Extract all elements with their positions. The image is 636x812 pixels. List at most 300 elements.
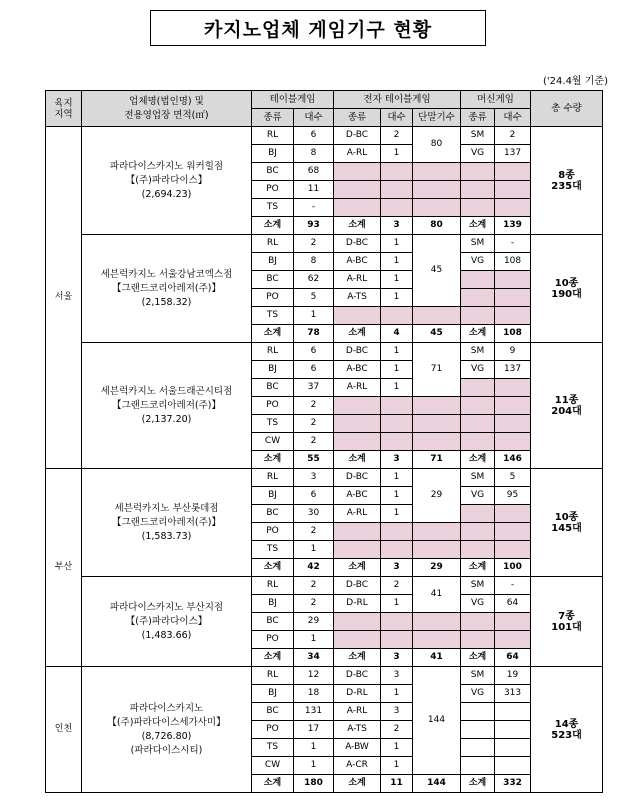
table-game-count: 30 [294,505,334,523]
total-quantity [531,343,603,469]
e-game-kind: A-BC [334,253,381,271]
table-game-count: 131 [294,703,334,721]
empty-cell [495,379,531,397]
empty-cell [413,181,461,199]
subtotal-label: 소계 [252,559,294,577]
empty-cell [334,199,381,217]
table-game-count: 2 [294,397,334,415]
subtotal-table: 34 [294,649,334,667]
header-row [46,91,603,109]
empty-cell [495,271,531,289]
e-game-count: 2 [381,721,413,739]
table-game-count: 8 [294,253,334,271]
table-game-kind: BJ [252,595,294,613]
table-game-kind: BC [252,505,294,523]
machine-game-kind: VG [461,145,495,163]
company-cell [82,343,252,469]
empty-cell [461,379,495,397]
header-table-count: 대수 [294,109,334,127]
empty-cell [495,289,531,307]
empty-cell [495,523,531,541]
empty-cell [461,271,495,289]
terminal-count: 41 [413,577,461,613]
subtotal-label: 소계 [252,451,294,469]
machine-game-count: 9 [495,343,531,361]
e-game-kind: A-BC [334,361,381,379]
empty-cell [495,613,531,631]
empty-cell [495,631,531,649]
subtotal-label: 소계 [334,649,381,667]
empty-cell [413,631,461,649]
e-game-kind: A-BW [334,739,381,757]
subtotal-e: 3 [381,649,413,667]
subtotal-terminals: 71 [413,451,461,469]
machine-game-count: 95 [495,487,531,505]
total-kinds: 10종 [554,511,579,523]
subtotal-label: 소계 [461,775,495,793]
machine-game-kind [461,739,495,757]
table-game-kind: BJ [252,487,294,505]
table-game-kind: BC [252,379,294,397]
subtotal-terminals: 29 [413,559,461,577]
company-line: 세븐럭카지노 부산롯데점 [114,502,219,514]
machine-game-kind [461,757,495,775]
empty-cell [381,433,413,451]
subtotal-machine: 332 [495,775,531,793]
region-cell: 서울 [46,127,82,469]
company-line: (파라다이스시티) [130,744,203,756]
reference-date: ('24.4월 기준) [543,76,608,87]
machine-game-kind: VG [461,595,495,613]
e-game-kind: D-BC [334,127,381,145]
e-game-count: 1 [381,757,413,775]
e-game-count: 1 [381,145,413,163]
company-line: 세븐럭카지노 서울강남코엑스점 [100,268,233,280]
table-game-count: - [294,199,334,217]
machine-game-kind: SM [461,469,495,487]
empty-cell [461,631,495,649]
subtotal-machine: 100 [495,559,531,577]
total-units: 523대 [551,729,582,741]
subtotal-label: 소계 [461,451,495,469]
empty-cell [413,415,461,433]
subtotal-terminals: 144 [413,775,461,793]
empty-cell [413,163,461,181]
subtotal-label: 소계 [334,451,381,469]
e-game-kind: D-RL [334,595,381,613]
e-game-kind: A-RL [334,379,381,397]
empty-cell [334,541,381,559]
subtotal-label: 소계 [461,559,495,577]
e-game-count: 1 [381,685,413,703]
table-game-kind: TS [252,541,294,559]
empty-cell [413,523,461,541]
empty-cell [413,613,461,631]
subtotal-label: 소계 [252,649,294,667]
empty-cell [381,631,413,649]
table-game-count: 2 [294,595,334,613]
company-line: (8,726.80) [141,730,192,742]
subtotal-e: 4 [381,325,413,343]
table-row [46,469,603,487]
e-game-count: 1 [381,361,413,379]
page-title-text: 카지노업체 게임기구 현황 [203,18,433,41]
subtotal-machine: 64 [495,649,531,667]
terminal-count: 80 [413,127,461,163]
empty-cell [461,541,495,559]
table-game-count: 2 [294,577,334,595]
empty-cell [381,415,413,433]
machine-game-count: 64 [495,595,531,613]
table-game-count: 2 [294,235,334,253]
table-game-count: 1 [294,757,334,775]
table-row [46,667,603,685]
subtotal-e: 11 [381,775,413,793]
empty-cell [334,163,381,181]
table-game-kind: RL [252,235,294,253]
terminal-count: 29 [413,469,461,523]
subtotal-label: 소계 [252,775,294,793]
empty-cell [381,613,413,631]
machine-game-kind: VG [461,487,495,505]
e-game-kind: A-RL [334,703,381,721]
subtotal-terminals: 41 [413,649,461,667]
table-game-kind: RL [252,127,294,145]
company-line: (2,694.23) [141,188,192,200]
table-game-kind: BJ [252,361,294,379]
e-game-count: 1 [381,343,413,361]
header-table-games: 테이블게임 [252,91,334,109]
empty-cell [381,307,413,325]
company-line: 【(주)파라다이스세가사미】 [107,716,226,728]
e-game-count: 3 [381,703,413,721]
subtotal-e: 3 [381,217,413,235]
empty-cell [495,541,531,559]
machine-game-count: 137 [495,361,531,379]
machine-game-kind: VG [461,685,495,703]
header-machine-kind: 종류 [461,109,495,127]
header-e-count: 대수 [381,109,413,127]
e-game-count: 1 [381,379,413,397]
machine-game-count: - [495,235,531,253]
table-game-count: 18 [294,685,334,703]
e-game-count: 1 [381,253,413,271]
e-game-kind: A-BC [334,487,381,505]
machine-game-count: 5 [495,469,531,487]
empty-cell [495,307,531,325]
subtotal-label: 소계 [461,217,495,235]
table-game-count: 6 [294,127,334,145]
machine-game-count: 19 [495,667,531,685]
machine-game-count: - [495,577,531,595]
e-game-count: 1 [381,739,413,757]
terminal-count: 45 [413,235,461,307]
header-machine-games: 머신게임 [461,91,531,109]
table-game-count: 37 [294,379,334,397]
table-game-count: 1 [294,739,334,757]
total-kinds: 7종 [558,610,575,622]
header-company: 업체명(법인명) 및 전용영업장 면적(㎡) [82,91,252,127]
table-game-count: 3 [294,469,334,487]
empty-cell [334,181,381,199]
total-quantity [531,469,603,577]
empty-cell [334,613,381,631]
casino-equipment-table [45,90,603,793]
table-game-kind: TS [252,739,294,757]
empty-cell [413,433,461,451]
total-units: 204대 [551,405,582,417]
empty-cell [461,307,495,325]
table-game-kind: RL [252,667,294,685]
subtotal-label: 소계 [252,325,294,343]
empty-cell [461,613,495,631]
total-quantity [531,127,603,235]
e-game-kind: D-RL [334,685,381,703]
total-units: 101대 [551,621,582,633]
table-game-kind: RL [252,469,294,487]
company-line: (2,158.32) [141,296,192,308]
e-game-count: 1 [381,235,413,253]
empty-cell [461,415,495,433]
header-region: 육지 지역 [46,91,82,127]
empty-cell [461,397,495,415]
table-game-count: 6 [294,361,334,379]
table-game-count: 6 [294,487,334,505]
table-game-kind: PO [252,523,294,541]
empty-cell [461,181,495,199]
machine-game-count: 313 [495,685,531,703]
company-line: 파라다이스카지노 워커힐점 [109,160,224,172]
machine-game-kind [461,721,495,739]
company-cell [82,577,252,667]
machine-game-kind: SM [461,235,495,253]
machine-game-kind: VG [461,253,495,271]
table-game-kind: CW [252,757,294,775]
company-line: 파라다이스카지노 부산지점 [109,601,224,613]
e-game-count: 3 [381,667,413,685]
e-game-kind: D-BC [334,469,381,487]
subtotal-label: 소계 [461,325,495,343]
header-e-kind: 종류 [334,109,381,127]
subtotal-table: 55 [294,451,334,469]
table-game-kind: TS [252,199,294,217]
table-game-kind: PO [252,289,294,307]
company-cell [82,469,252,577]
e-game-kind: A-CR [334,757,381,775]
table-game-kind: TS [252,415,294,433]
table-game-kind: BC [252,613,294,631]
table-game-kind: PO [252,397,294,415]
total-quantity [531,667,603,793]
empty-cell [381,397,413,415]
e-game-kind: A-TS [334,721,381,739]
table-game-kind: TS [252,307,294,325]
table-game-kind: BC [252,271,294,289]
table-game-kind: BC [252,163,294,181]
e-game-kind: A-RL [334,145,381,163]
subtotal-label: 소계 [252,217,294,235]
empty-cell [461,523,495,541]
table-game-kind: BJ [252,253,294,271]
empty-cell [381,181,413,199]
empty-cell [334,523,381,541]
table-game-kind: PO [252,631,294,649]
table-row [46,235,603,253]
empty-cell [461,163,495,181]
company-line: 【그랜드코리아레저(주)】 [111,516,221,528]
company-line: (2,137.20) [141,413,192,425]
empty-cell [495,415,531,433]
table-game-count: 68 [294,163,334,181]
empty-cell [334,397,381,415]
e-game-count: 2 [381,577,413,595]
table-row [46,343,603,361]
empty-cell [461,505,495,523]
header-machine-count: 대수 [495,109,531,127]
company-line: 【그랜드코리아레저(주)】 [111,399,221,411]
empty-cell [334,433,381,451]
empty-cell [495,433,531,451]
region-cell: 부산 [46,469,82,667]
table-game-kind: BJ [252,145,294,163]
machine-game-kind: SM [461,667,495,685]
total-units: 235대 [551,180,582,192]
subtotal-label: 소계 [334,775,381,793]
empty-cell [334,307,381,325]
empty-cell [381,199,413,217]
terminal-count: 71 [413,343,461,397]
subtotal-label: 소계 [334,325,381,343]
machine-game-count: 137 [495,145,531,163]
e-game-count: 1 [381,487,413,505]
e-game-kind: D-BC [334,667,381,685]
empty-cell [381,163,413,181]
terminal-count: 144 [413,667,461,775]
empty-cell [381,523,413,541]
subtotal-machine: 108 [495,325,531,343]
subtotal-table: 42 [294,559,334,577]
subtotal-terminals: 80 [413,217,461,235]
machine-game-count [495,757,531,775]
company-line: (1,483.66) [141,629,192,641]
empty-cell [495,505,531,523]
table-row [46,577,603,595]
table-game-count: 2 [294,523,334,541]
table-row [46,127,603,145]
machine-game-kind: SM [461,343,495,361]
subtotal-label: 소계 [461,649,495,667]
e-game-kind: A-TS [334,289,381,307]
table-game-count: 17 [294,721,334,739]
region-cell: 인천 [46,667,82,793]
empty-cell [334,631,381,649]
empty-cell [495,181,531,199]
machine-game-kind [461,703,495,721]
e-game-count: 1 [381,271,413,289]
table-game-count: 2 [294,433,334,451]
subtotal-table: 93 [294,217,334,235]
total-quantity [531,577,603,667]
table-game-count: 5 [294,289,334,307]
table-game-count: 11 [294,181,334,199]
table-game-kind: CW [252,433,294,451]
empty-cell [413,199,461,217]
table-game-kind: PO [252,721,294,739]
total-kinds: 8종 [558,169,575,181]
machine-game-count [495,739,531,757]
machine-game-count: 2 [495,127,531,145]
e-game-kind: A-RL [334,271,381,289]
empty-cell [334,415,381,433]
company-line: 【(주)파라다이스】 [125,615,208,627]
header-table-kind: 종류 [252,109,294,127]
empty-cell [495,199,531,217]
machine-game-count [495,703,531,721]
empty-cell [461,199,495,217]
table-game-kind: RL [252,577,294,595]
empty-cell [461,289,495,307]
total-units: 145대 [551,522,582,534]
table-game-kind: RL [252,343,294,361]
table-game-kind: BJ [252,685,294,703]
machine-game-kind: SM [461,577,495,595]
table-game-count: 2 [294,415,334,433]
table-game-count: 12 [294,667,334,685]
empty-cell [413,307,461,325]
company-cell [82,667,252,793]
empty-cell [495,397,531,415]
company-line: 【(주)파라다이스】 [125,174,208,186]
e-game-count: 1 [381,505,413,523]
company-cell [82,127,252,235]
header-terminals: 단말기수 [413,109,461,127]
table-game-count: 6 [294,343,334,361]
table-game-kind: PO [252,181,294,199]
table-game-count: 62 [294,271,334,289]
table-game-count: 29 [294,613,334,631]
e-game-count: 1 [381,595,413,613]
empty-cell [495,163,531,181]
company-line: 세븐럭카지노 서울드래곤시티점 [100,385,233,397]
subtotal-terminals: 45 [413,325,461,343]
subtotal-label: 소계 [334,217,381,235]
empty-cell [413,397,461,415]
table-game-count: 1 [294,307,334,325]
subtotal-machine: 146 [495,451,531,469]
empty-cell [413,541,461,559]
subtotal-machine: 139 [495,217,531,235]
e-game-kind: A-RL [334,505,381,523]
subtotal-label: 소계 [334,559,381,577]
machine-game-count [495,721,531,739]
e-game-kind: D-BC [334,343,381,361]
machine-game-count: 108 [495,253,531,271]
e-game-count: 2 [381,127,413,145]
empty-cell [461,433,495,451]
e-game-kind: D-BC [334,577,381,595]
company-line: 파라다이스카지노 [129,702,204,714]
empty-cell [381,541,413,559]
total-kinds: 14종 [554,718,579,730]
company-line: (1,583.73) [141,530,192,542]
table-game-count: 1 [294,631,334,649]
total-kinds: 11종 [554,394,579,406]
subtotal-e: 3 [381,451,413,469]
machine-game-kind: VG [461,361,495,379]
header-total: 총 수량 [531,91,603,127]
machine-game-kind: SM [461,127,495,145]
total-kinds: 10종 [554,277,579,289]
